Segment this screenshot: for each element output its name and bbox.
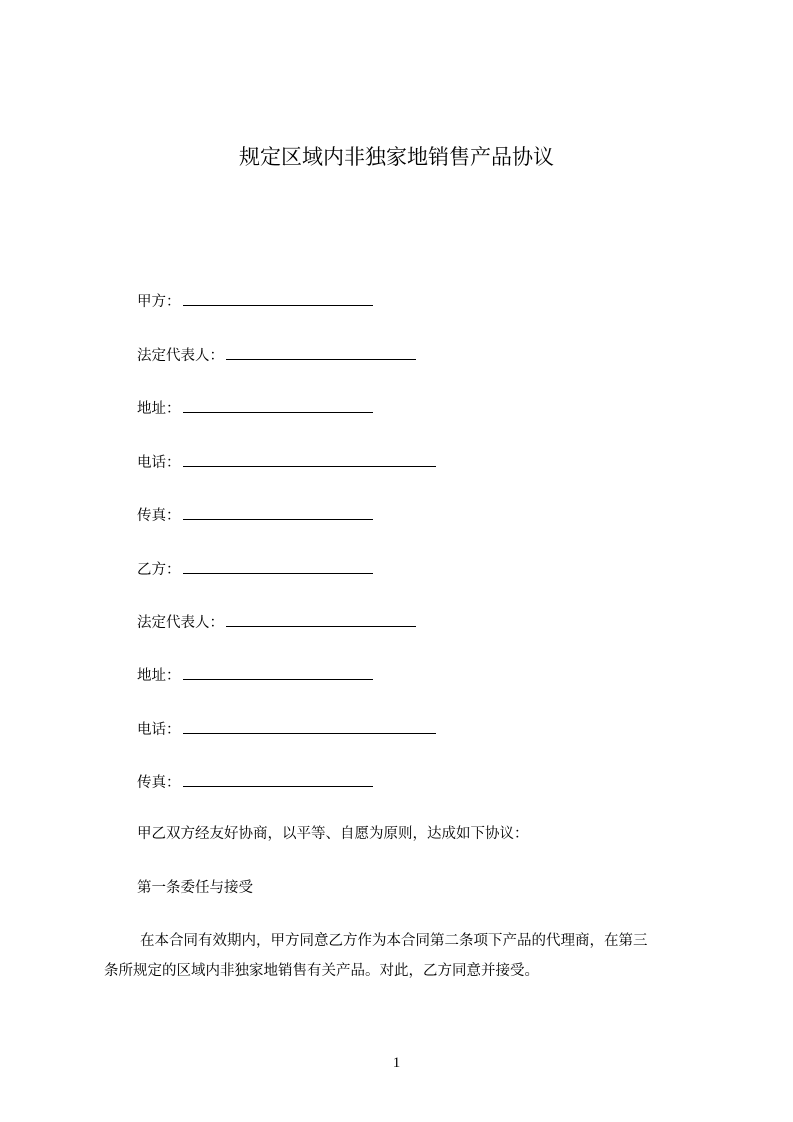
party-b-name-blank[interactable] xyxy=(183,559,373,574)
page-number: 1 xyxy=(392,1055,401,1071)
party-b-phone-field xyxy=(137,719,436,740)
party-b-phone-blank[interactable] xyxy=(183,719,436,734)
party-a-name-label: 甲方： xyxy=(137,294,181,310)
article-1-heading: 第一条委任与接受 xyxy=(137,880,253,896)
party-a-fax-label: 传真： xyxy=(137,508,181,524)
party-b-fax-field xyxy=(137,772,373,793)
article-1-text-line-2: 条所规定的区域内非独家地销售有关产品。对此，乙方同意并接受。 xyxy=(104,963,539,979)
intro-paragraph: 甲乙双方经友好协商，以平等、自愿为原则，达成如下协议： xyxy=(137,826,529,842)
party-b-name-field xyxy=(137,559,373,580)
party-b-address-label: 地址： xyxy=(137,668,181,684)
party-a-address-blank[interactable] xyxy=(183,398,373,413)
party-b-phone-label: 电话： xyxy=(137,722,181,738)
party-b-fax-blank[interactable] xyxy=(183,772,373,787)
party-a-name-blank[interactable] xyxy=(183,291,373,306)
party-a-rep-blank[interactable] xyxy=(226,345,416,360)
party-b-fax-label: 传真： xyxy=(137,775,181,791)
party-b-rep-field xyxy=(137,612,416,633)
party-b-rep-blank[interactable] xyxy=(226,612,416,627)
party-a-address-label: 地址： xyxy=(137,401,181,417)
party-b-rep-label: 法定代表人： xyxy=(137,615,224,631)
party-a-fax-field xyxy=(137,505,373,526)
party-b-address-blank[interactable] xyxy=(183,665,373,680)
party-a-phone-label: 电话： xyxy=(137,455,181,471)
party-b-name-label: 乙方： xyxy=(137,562,181,578)
party-a-rep-label: 法定代表人： xyxy=(137,348,224,364)
party-a-phone-field xyxy=(137,452,436,473)
party-b-address-field xyxy=(137,665,373,686)
party-a-phone-blank[interactable] xyxy=(183,452,436,467)
party-a-name-field xyxy=(137,291,373,312)
party-a-fax-blank[interactable] xyxy=(183,505,373,520)
article-1-text-line-1: 在本合同有效期内，甲方同意乙方作为本合同第二条项下产品的代理商，在第三 xyxy=(140,933,648,949)
document-title: 规定区域内非独家地销售产品协议 xyxy=(239,145,554,169)
party-a-rep-field xyxy=(137,345,416,366)
party-a-address-field xyxy=(137,398,373,419)
